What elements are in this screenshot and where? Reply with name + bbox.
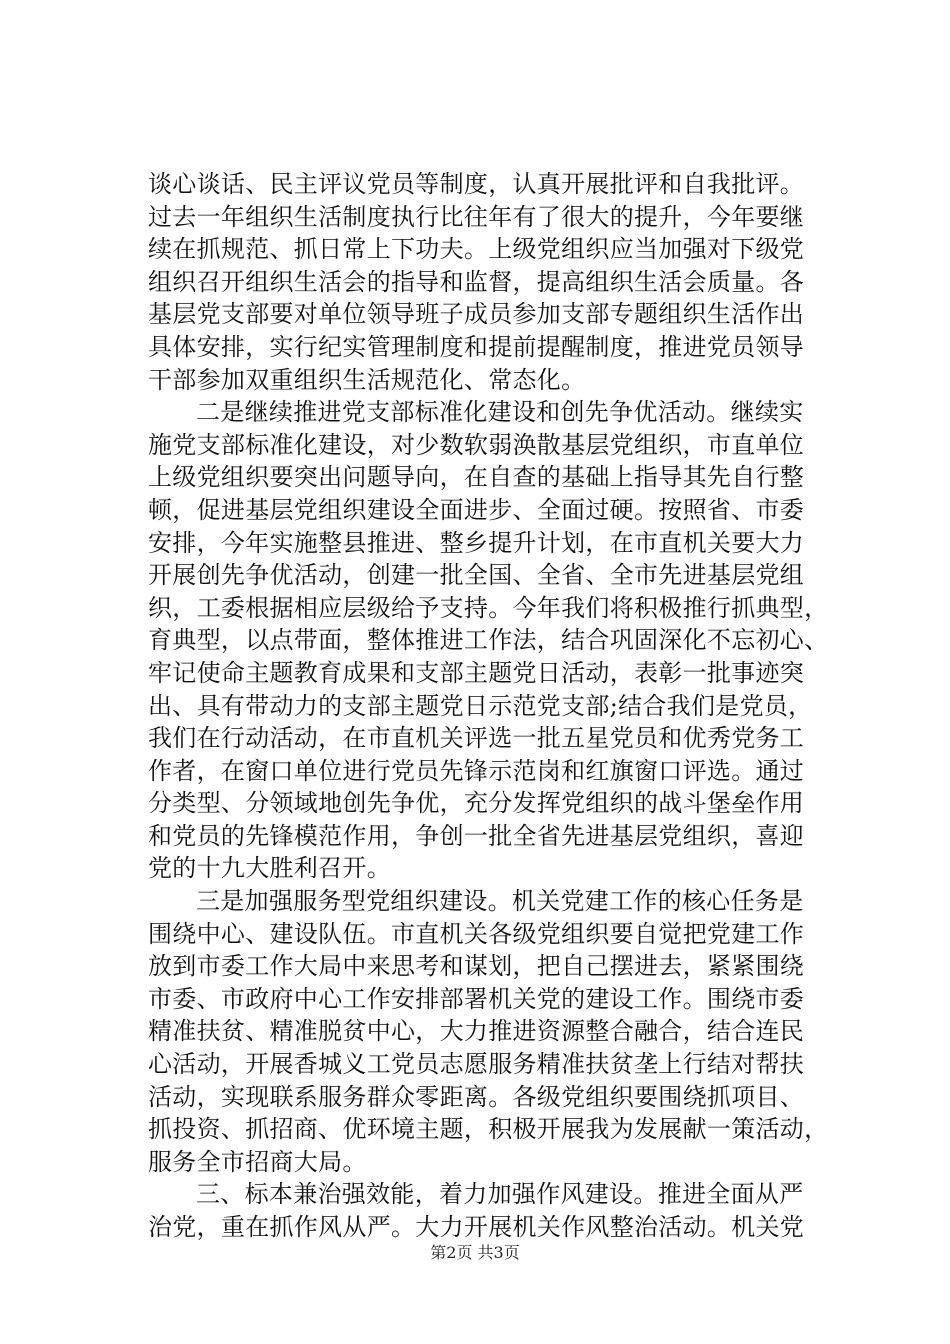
text-line: 抓投资、抓招商、优环境主题，积极开展我为发展献一策活动， [148,1115,829,1144]
text-line: 基层党支部要对单位领导班子成员参加支部专题组织生活作出 [148,300,805,329]
text-line: 分类型、分领域地创先争优，充分发挥党组织的战斗堡垒作用 [148,789,805,818]
text-line: 党的十九大胜利召开。 [148,854,391,883]
text-line: 放到市委工作大局中来思考和谋划，把自己摆进去，紧紧围绕 [148,952,805,981]
text-line: 活动，实现联系服务群众零距离。各级党组织要围绕抓项目、 [148,1082,805,1111]
text-line: 出、具有带动力的支部主题党日示范党支部;结合我们是党员， [148,691,813,720]
text-line: 过去一年组织生活制度执行比往年有了很大的提升，今年要继 [148,202,805,231]
text-line: 上级党组织要突出问题导向，在自查的基础上指导其先自行整 [148,463,805,492]
text-line: 精准扶贫、精准脱贫中心，大力推进资源整合融合，结合连民 [148,1017,805,1046]
text-line: 服务全市招商大局。 [148,1147,367,1176]
text-line: 谈心谈话、民主评议党员等制度，认真开展批评和自我批评。 [148,170,805,198]
text-line: 施党支部标准化建设，对少数软弱涣散基层党组织，市直单位 [148,430,805,459]
text-line: 治党，重在抓作风从严。大力开展机关作风整治活动。机关党 [148,1213,805,1241]
page-number-footer: 第2页 共3页 [430,1243,520,1262]
text-line: 具体安排，实行纪实管理制度和提前提醒制度，推进党员领导 [148,332,805,361]
text-line: 牢记使命主题教育成果和支部主题党日活动，表彰一批事迹突 [148,658,805,687]
text-line: 心活动，开展香城义工党员志愿服务精准扶贫垄上行结对帮扶 [148,1050,805,1079]
text-line: 顿，促进基层党组织建设全面进步、全面过硬。按照省、市委 [148,495,805,524]
text-line: 织，工委根据相应层级给予支持。今年我们将积极推行抓典型， [148,593,829,622]
text-line: 育典型，以点带面，整体推进工作法，结合巩固深化不忘初心、 [148,626,829,655]
text-line: 作者，在窗口单位进行党员先锋示范岗和红旗窗口评选。通过 [148,756,805,785]
text-line: 组织召开组织生活会的指导和监督，提高组织生活会质量。各 [148,267,805,296]
text-line: 我们在行动活动，在市直机关评选一批五星党员和优秀党务工 [148,724,805,753]
text-line: 三是加强服务型党组织建设。机关党建工作的核心任务是 [196,887,804,916]
text-line: 和党员的先锋模范作用，争创一批全省先进基层党组织，喜迎 [148,821,805,850]
text-line: 干部参加双重组织生活规范化、常态化。 [148,365,586,394]
text-line: 三、标本兼治强效能，着力加强作风建设。推进全面从严 [196,1180,804,1209]
text-line: 市委、市政府中心工作安排部署机关党的建设工作。围绕市委 [148,984,805,1013]
text-line: 围绕中心、建设队伍。市直机关各级党组织要自觉把党建工作 [148,919,805,948]
document-body [148,168,838,1244]
text-line: 安排，今年实施整县推进、整乡提升计划，在市直机关要大力 [148,528,805,557]
text-line: 续在抓规范、抓日常上下功夫。上级党组织应当加强对下级党 [148,235,805,264]
text-line: 开展创先争优活动，创建一批全国、全省、全市先进基层党组 [148,561,805,590]
text-line: 二是继续推进党支部标准化建设和创先争优活动。继续实 [196,398,804,427]
